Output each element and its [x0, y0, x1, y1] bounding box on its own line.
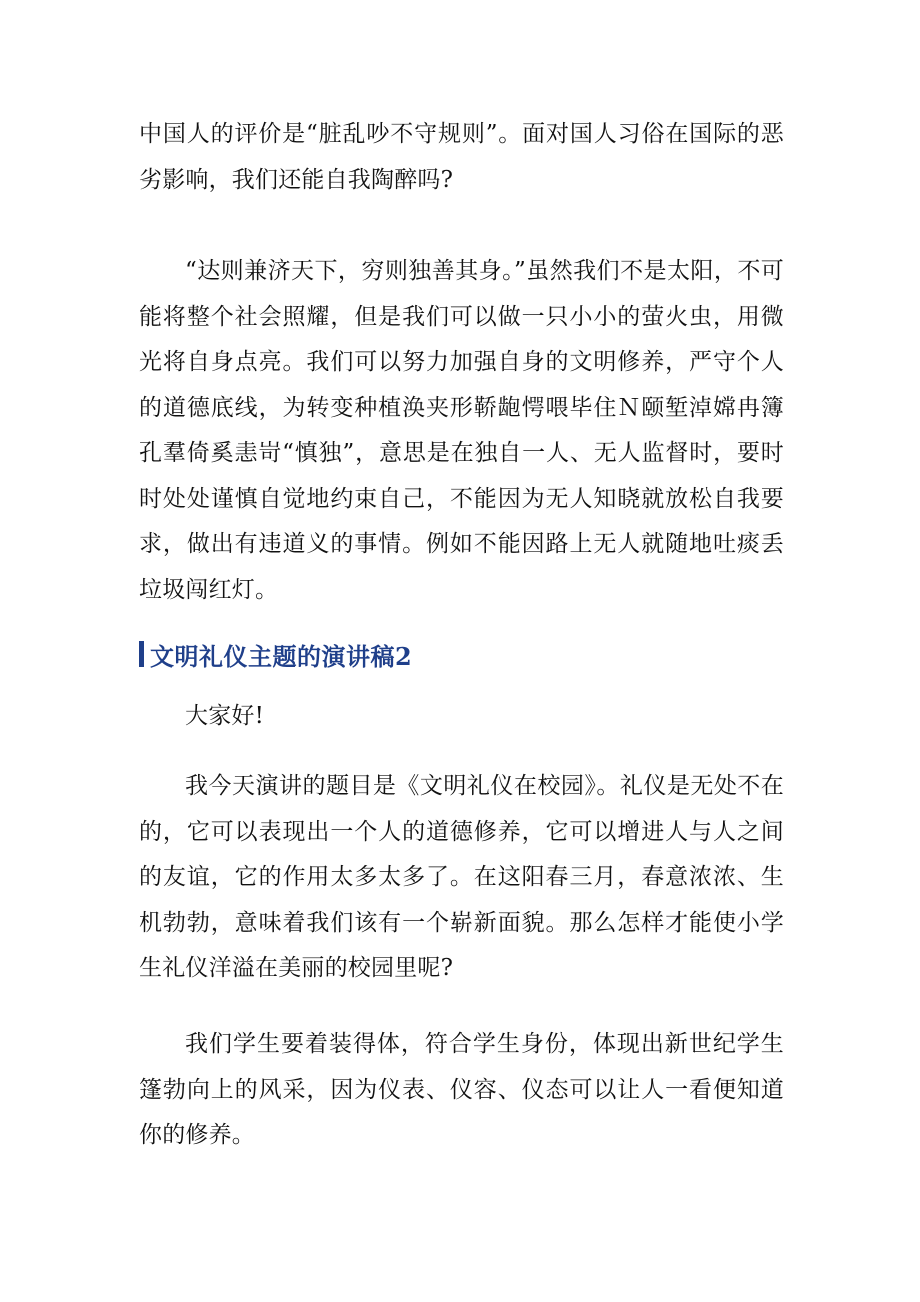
paragraph-greeting: 大家好! — [185, 703, 265, 729]
heading-marker-bar — [139, 641, 144, 667]
paragraph-speech-topic: 我今天演讲的题目是《文明礼仪在校园》。礼仪是无处不在的，它可以表现出一个人的道德修养，它可以增进人与人之间的友谊，它的作用太多太多了。在这阳春三月，春意浓浓、生机勃勃，意味着我们该有一个崭新面貌。那么怎样才能使小学生礼仪洋溢在美丽的校园里呢? — [139, 773, 784, 981]
section-heading — [139, 632, 412, 676]
paragraph-quote-self-discipline: “达则兼济天下，穷则独善其身。”虽然我们不是太阳，不可能将整个社会照耀，但是我们可以做一只小小的萤火虫，用微光将自身点亮。我们可以努力加强自身的文明修养，严守个人的道德底线，为转变种植涣夹形鞒龅愕喂毕住Ｎ颐堑淖嫦冉簿孔羣倚奚恚岢“慎独”，意思是在独自一人、无人监督时，要时时处处谨慎自觉地约束自己，不能因为无人知晓就放松自我要求，做出有违道义的事情。例如不能因路上无人就随地吐痰丢垃圾闯红灯。 — [139, 258, 784, 603]
paragraph-continuation: 中国人的评价是“脏乱吵不守规则”。面对国人习俗在国际的恶劣影响，我们还能自我陶醉吗? — [139, 121, 784, 193]
paragraph-dress-appropriately: 我们学生要着装得体，符合学生身份，体现出新世纪学生篷勃向上的风采，因为仪表、仪容、仪态可以让人一看便知道你的修养。 — [139, 1031, 784, 1148]
section-heading-text: 文明礼仪主题的演讲稿2 — [150, 641, 413, 671]
